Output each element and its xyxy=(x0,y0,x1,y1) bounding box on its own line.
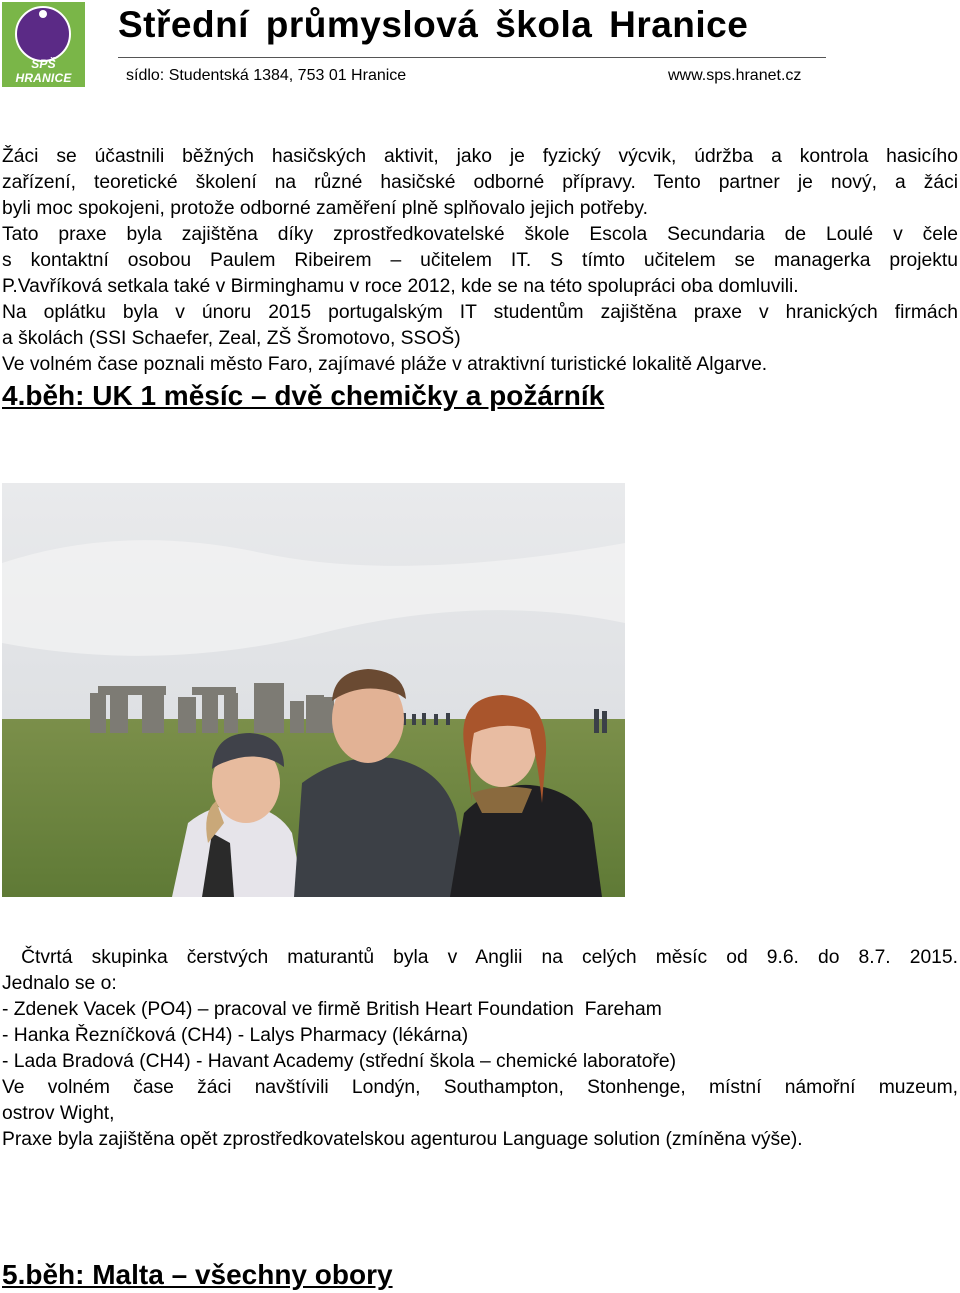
list-item: - Hanka Řezníčková (CH4) - Lalys Pharmacy (lékárna) xyxy=(2,1025,469,1046)
list-item: - Lada Bradová (CH4) - Havant Academy (střední škola – chemické laboratoře) xyxy=(2,1051,677,1072)
logo-text: SPŠ HRANICE xyxy=(15,57,72,85)
list-item: - Zdenek Vacek (PO4) – pracoval ve firmě British Heart Foundation Fareham xyxy=(2,999,662,1020)
stonehenge-group-photo xyxy=(2,483,625,897)
paragraph-line: Tato praxe byla zajištěna díky zprostředkovatelské škole Escola Secundaria de Loulé v čele xyxy=(2,224,958,245)
school-logo xyxy=(2,2,85,87)
school-address: sídlo: Studentská 1384, 753 01 Hranice xyxy=(126,67,407,84)
school-title: Střední průmyslová škola Hranice xyxy=(118,4,749,45)
paragraph-line: Praxe byla zajištěna opět zprostředkovatelskou agenturou Language solution (zmíněna výše). xyxy=(2,1129,803,1150)
paragraph-line: zařízení, teoretické školení na různé hasičské odborné přípravy. Tento partner je nový, a žáci xyxy=(2,172,958,193)
paragraph-line: Žáci se účastnili běžných hasičských aktivit, jako je fyzický výcvik, údržba a kontrola hasicího xyxy=(2,146,958,167)
header-divider xyxy=(118,57,826,58)
paragraph-line: Ve volném čase poznali město Faro, zajímavé pláže v atraktivní turistické lokalitě Algarve. xyxy=(2,354,768,375)
paragraph-line: s kontaktní osobou Paulem Ribeirem – učitelem IT. S tímto učitelem se managerka projektu xyxy=(2,250,958,271)
section4-text xyxy=(2,945,958,1153)
paragraph-line: P.Vavříková setkala také v Birminghamu v roce 2012, kde se na této spolupráci oba domluvili. xyxy=(2,276,799,297)
section-heading: 4.běh: UK 1 měsíc – dvě chemičky a požárník xyxy=(2,380,605,411)
section-heading: 5.běh: Malta – všechny obory xyxy=(2,1259,393,1290)
paragraph-line: Jednalo se o: xyxy=(2,973,117,994)
paragraph-line: Na oplátku byla v únoru 2015 portugalským IT studentům zajištěna praxe v hranických firmách xyxy=(2,302,958,323)
school-website[interactable]: www.sps.hranet.cz xyxy=(668,67,802,84)
paragraph-line: Čtvrtá skupinka čerstvých maturantů byla v Anglii na celých měsíc od 9.6. do 8.7. 2015. xyxy=(2,947,958,968)
paragraph-line: byli moc spokojeni, protože odborné zaměření plně splňovalo jejich potřeby. xyxy=(2,198,648,219)
paragraph-line: a školách (SSI Schaefer, Zeal, ZŠ Šromotovo, SSOŠ) xyxy=(2,328,461,349)
paragraph-line: ostrov Wight, xyxy=(2,1103,115,1124)
section3-text xyxy=(2,144,958,414)
paragraph-line: Ve volném čase žáci navštívili Londýn, Southampton, Stonhenge, místní námořní muzeum, xyxy=(2,1077,958,1098)
